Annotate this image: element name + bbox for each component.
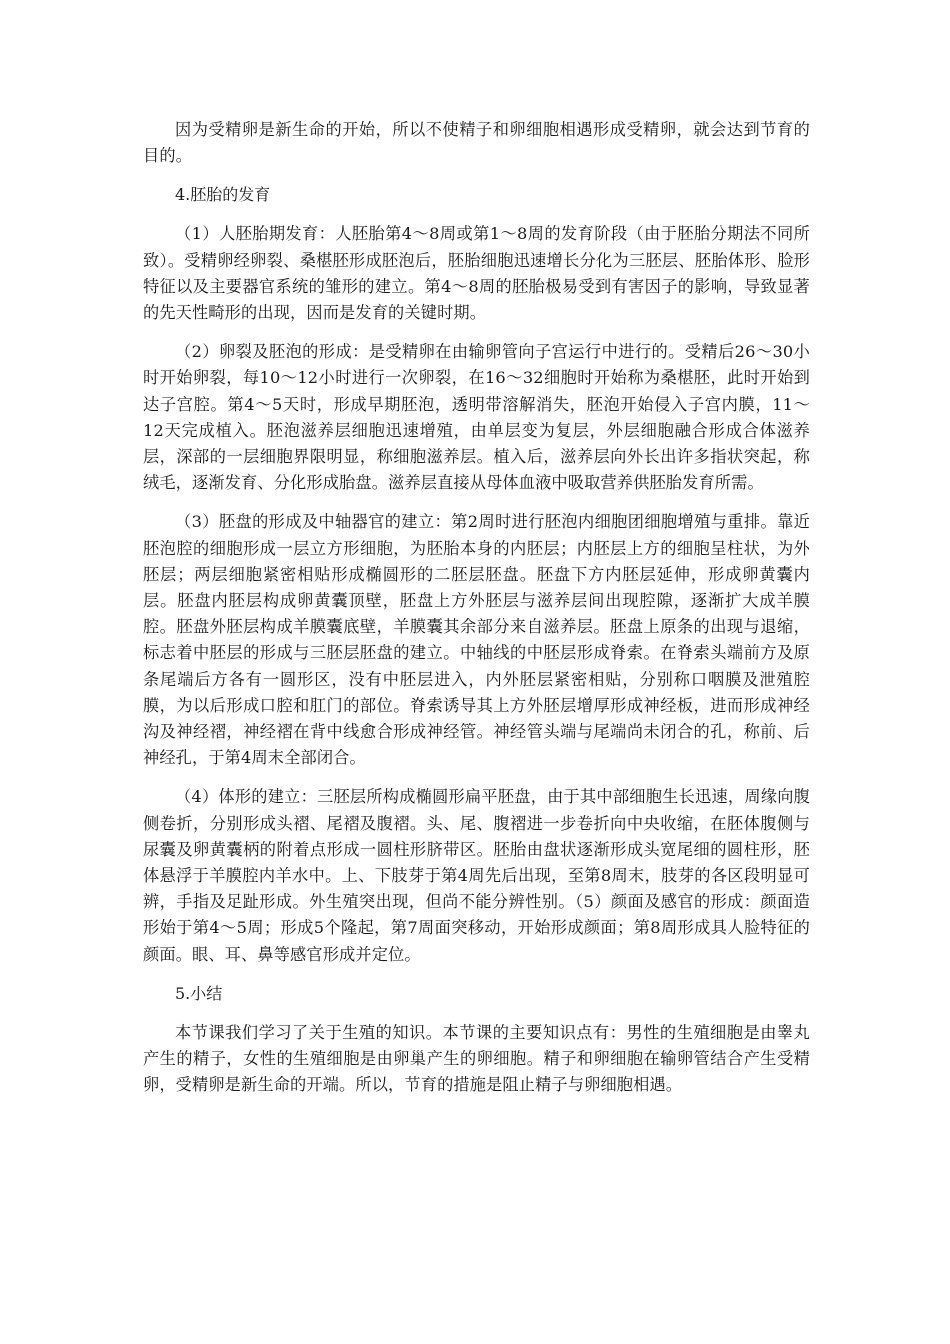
paragraph-summary: 本节课我们学习了关于生殖的知识。本节课的主要知识点有：男性的生殖细胞是由睾丸产生的精子，女性的生殖细胞是由卵巢产生的卵细胞。精子和卵细胞在输卵管结合产生受精卵，受精卵是新生命的开端。所以，节育的措施是阻止精子与卵细胞相遇。 [143, 1022, 810, 1095]
paragraph-cleavage-blastocyst: （2）卵裂及胚泡的形成：是受精卵在由输卵管向子宫运行中进行的。受精后26～30小时开始卵裂，每10～12小时进行一次卵裂，在16～32细胞时开始称为桑椹胚，此时开始到达子宫腔。第4～5天时，形成早期胚泡，透明带溶解消失，胚泡开始侵入子宫内膜，11～12天完成植入。胚泡滋养层细胞迅速增殖，由单层变为复层，外层细胞融合形成合体滋养层，深部的一层细胞界限明显，称细胞滋养层。植入后，滋养层向外长出许多指状突起，称绒毛，逐渐发育、分化形成胎盘。滋养层直接从母体血液中吸取营养供胚胎发育所需。 [143, 342, 810, 493]
intro-paragraph: 因为受精卵是新生命的开始，所以不使精子和卵细胞相遇形成受精卵，就会达到节育的目的。 [143, 120, 810, 166]
section-5-heading: 5.小结 [175, 983, 223, 1003]
section-4-heading: 4.胚胎的发育 [175, 185, 271, 205]
paragraph-body-form: （4）体形的建立：三胚层所构成椭圆形扁平胚盘，由于其中部细胞生长迅速，周缘向腹侧卷折，分别形成头褶、尾褶及腹褶。头、尾、腹褶进一步卷折向中央收缩，在胚体腹侧与尿囊及卵黄囊柄的附着点形成一圆柱形脐带区。胚胎由盘状逐渐形成头宽尾细的圆柱形，胚体悬浮于羊膜腔内羊水中。上、下肢芽于第4周先后出现，至第8周末，肢芽的各区段明显可辨，手指及足趾形成。外生殖突出现，但尚不能分辨性别。（5）颜面及感官的形成：颜面造形始于第4～5周；形成5个隆起，第7周面突移动，开始形成颜面；第8周形成具人脸特征的颜面。眼、耳、鼻等感官形成并定位。 [143, 787, 810, 964]
document-page [143, 117, 810, 1112]
paragraph-embryonic-disc: （3）胚盘的形成及中轴器官的建立：第2周时进行胚泡内细胞团细胞增殖与重排。靠近胚泡腔的细胞形成一层立方形细胞，为胚胎本身的内胚层；内胚层上方的细胞呈柱状，为外胚层；两层细胞紧密相贴形成椭圆形的二胚层胚盘。胚盘下方内胚层延伸，形成卵黄囊内层。胚盘内胚层构成卵黄囊顶壁，胚盘上方外胚层与滋养层间出现腔隙，逐渐扩大成羊膜腔。胚盘外胚层构成羊膜囊底壁，羊膜囊其余部分来自滋养层。胚盘上原条的出现与退缩，标志着中胚层的形成与三胚层胚盘的建立。中轴线的中胚层形成脊索。在脊索头端前方及原条尾端后方各有一圆形区，没有中胚层进入，内外胚层紧密相贴，分别称口咽膜及泄殖腔膜，为以后形成口腔和肛门的部位。脊索诱导其上方外胚层增厚形成神经板，进而形成神经沟及神经褶，神经褶在背中线愈合形成神经管。神经管头端与尾端尚未闭合的孔，称前、后神经孔，于第4周末全部闭合。 [143, 512, 810, 768]
paragraph-embryo-period: （1）人胚胎期发育：人胚胎第4～8周或第1～8周的发育阶段（由于胚胎分期法不同所致）。受精卵经卵裂、桑椹胚形成胚泡后，胚胎细胞迅速增长分化为三胚层、胚胎体形、脸形特征以及主要器官系统的雏形的建立。第4～8周的胚胎极易受到有害因子的影响，导致显著的先天性畸形的出现，因而是发育的关键时期。 [143, 224, 810, 323]
